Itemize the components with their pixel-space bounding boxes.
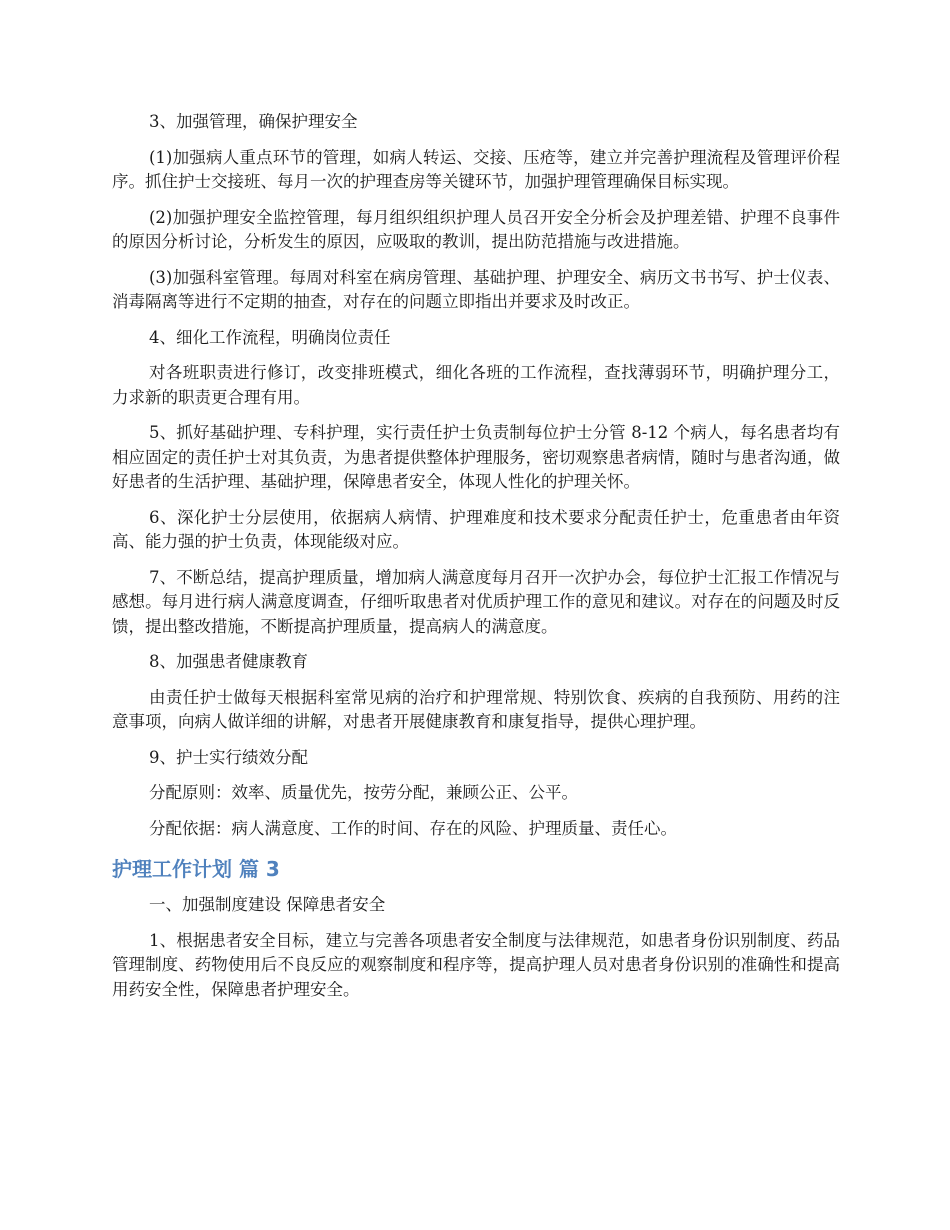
paragraph-distribution-basis: 分配依据：病人满意度、工作的时间、存在的风险、护理质量、责任心。 — [149, 818, 677, 838]
paragraph-section-7: 7、不断总结，提高护理质量，增加病人满意度每月召开一次护办会，每位护士汇报工作情况与感想。每月进行病人满意度调查，仔细听取患者对优质护理工作的意见和建议。对存在的问题及时反馈，提出整改措施，不断提高护理质量，提高病人的满意度。 — [112, 567, 840, 636]
paragraph-key-links: (1)加强病人重点环节的管理，如病人转运、交接、压疮等，建立并完善护理流程及管理评价程序。抓住护士交接班、每月一次的护理查房等关键环节，加强护理管理确保目标实现。 — [112, 147, 840, 191]
paragraph-duties-revision: 对各班职责进行修订，改变排班模式，细化各班的工作流程，查找薄弱环节，明确护理分工，力求新的职责更合理有用。 — [112, 363, 840, 407]
paragraph-distribution-principle: 分配原则：效率、质量优先，按劳分配，兼顾公正、公平。 — [149, 783, 578, 802]
paragraph-patient-safety: 1、根据患者安全目标，建立与完善各项患者安全制度与法律规范，如患者身份识别制度、药品管理制度、药物使用后不良反应的观察制度和程序等，提高护理人员对患者身份识别的准确性和提高用药安全性，保障患者护理安全。 — [112, 930, 840, 999]
section-heading: 护理工作计划 篇 3 — [112, 857, 280, 881]
paragraph-section-6: 6、深化护士分层使用，依据病人病情、护理难度和技术要求分配责任护士，危重患者由年资高、能力强的护士负责，体现能级对应。 — [112, 507, 840, 551]
paragraph-section-4: 4、细化工作流程，明确岗位责任 — [149, 327, 391, 347]
paragraph-section-3: 3、加强管理，确保护理安全 — [149, 112, 358, 131]
paragraph-system-building: 一、加强制度建设 保障患者安全 — [149, 895, 386, 914]
paragraph-section-5: 5、抓好基础护理、专科护理，实行责任护士负责制每位护士分管 8-12 个病人，每名患者均有相应固定的责任护士对其负责，为患者提供整体护理服务，密切观察患者病情，随时与患者沟通，做好患者的生活护理、基础护理，保障患者安全，体现人性化的护理关怀。 — [112, 423, 840, 491]
paragraph-department-management: (3)加强科室管理。每周对科室在病房管理、基础护理、护理安全、病历文书书写、护士仪表、消毒隔离等进行不定期的抽查，对存在的问题立即指出并要求及时改正。 — [112, 267, 840, 311]
paragraph-section-9: 9、护士实行绩效分配 — [149, 747, 308, 767]
paragraph-section-8: 8、加强患者健康教育 — [149, 652, 308, 671]
paragraph-safety-monitoring: (2)加强护理安全监控管理，每月组织组织护理人员召开安全分析会及护理差错、护理不良事件的原因分析讨论，分析发生的原因，应吸取的教训，提出防范措施与改进措施。 — [112, 207, 840, 251]
paragraph-health-education: 由责任护士做每天根据科室常见病的治疗和护理常规、特别饮食、疾病的自我预防、用药的注意事项，向病人做详细的讲解，对患者开展健康教育和康复指导，提供心理护理。 — [112, 687, 840, 731]
document-page — [112, 110, 840, 1013]
